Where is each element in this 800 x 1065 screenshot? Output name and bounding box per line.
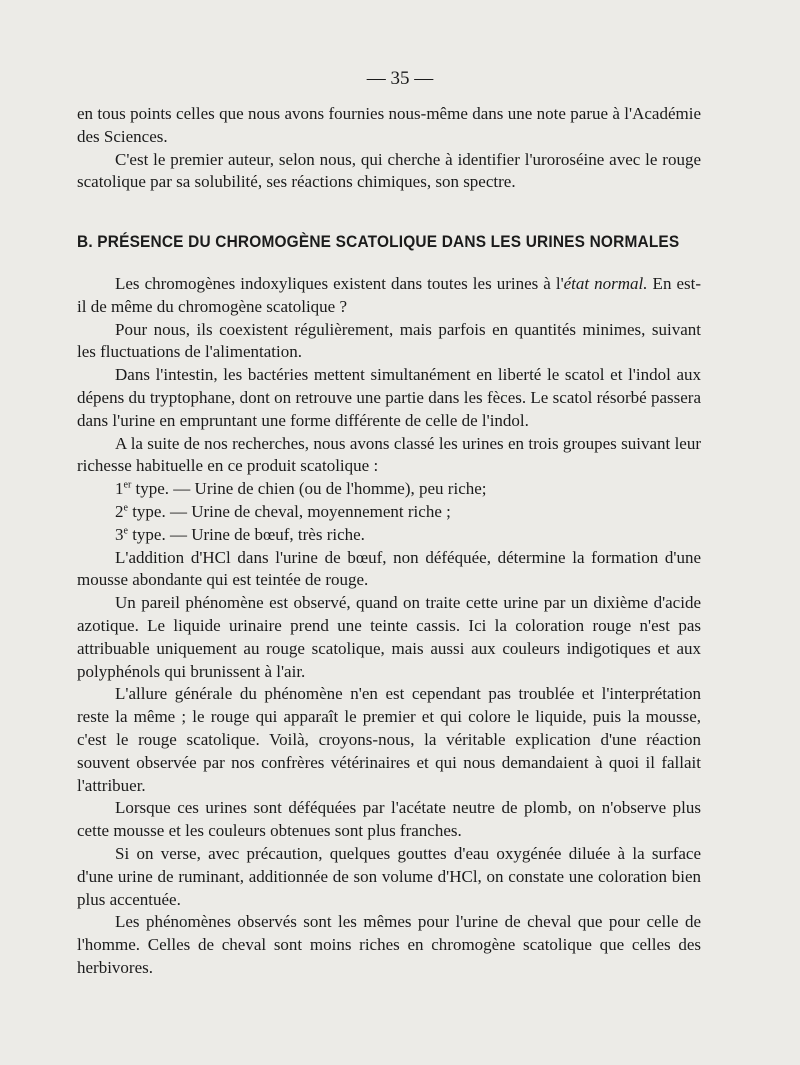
paragraph: Lorsque ces urines sont déféquées par l'acétate neutre de plomb, on n'observe plus cette mousse et les couleurs obtenues sont plus franches. [77,798,701,841]
list-number: 1 [115,479,124,499]
paragraph: C'est le premier auteur, selon nous, qui cherche à identifier l'uroroséine avec le rouge scatolique par sa solubilité, ses réactions chimiques, son spectre. [77,149,701,192]
paragraph: L'addition d'HCl dans l'urine de bœuf, non déféquée, détermine la formation d'une mousse abondante qui est teintée de rouge. [77,547,701,590]
italic-text: état normal. [563,273,648,293]
list-number: 3 [115,524,124,544]
paragraph: Dans l'intestin, les bactéries mettent simultanément en liberté le scatol et l'indol aux dépens du tryptophane, dont on retrouve une partie dans les fèces. Le scatol résorbé passera dans l'urine en empruntant une forme différente de celle de l'indol. [77,365,701,430]
list-item [77,501,701,524]
text-run: Les chromogènes indoxyliques existent dans toutes les urines à l' [115,273,564,293]
page-number: — 35 — [366,68,434,89]
paragraph [77,273,701,319]
paragraph: A la suite de nos recherches, nous avons classé les urines en trois groupes suivant leur richesse habituelle en ce produit scatolique : [77,433,701,476]
page-body [77,103,701,980]
list-item [77,478,701,501]
list-ordinal-suffix: e [123,502,128,514]
list-ordinal-suffix: e [123,525,128,537]
list-item [77,524,701,547]
text-run: En est-il de même du chromogène scatolique ? [77,273,702,316]
paragraph: Les phénomènes observés sont les mêmes pour l'urine de cheval que pour celle de l'homme. Celles de cheval sont moins riches en chromogène scatolique que celles des herbivores. [77,912,701,977]
list-number: 2 [115,501,124,521]
paragraph: Si on verse, avec précaution, quelques gouttes d'eau oxygénée diluée à la surface d'une urine de ruminant, additionnée de son volume d'HCl, on constate une coloration bien plus accentuée. [77,843,701,909]
section-heading: B. PRÉSENCE DU CHROMOGÈNE SCATOLIQUE DANS LES URINES NORMALES [77,232,680,252]
paragraph: L'allure générale du phénomène n'en est cependant pas troublée et l'interprétation reste la même ; le rouge qui apparaît le premier et qui colore le liquide, puis la mousse, c'est le rouge scatolique. Voilà, croyons-nous, la véritable explication d'une réaction souvent observée par nos confrères vétérinaires et qui nous demandaient à quoi il fallait l'attribuer. [77,684,701,795]
list-ordinal-suffix: er [123,479,132,491]
paragraph: en tous points celles que nous avons fournies nous-même dans une note parue à l'Académie des Sciences. [77,104,701,146]
paragraph: Pour nous, ils coexistent régulièrement, mais parfois en quantités minimes, suivant les fluctuations de l'alimentation. [77,319,701,362]
paragraph: Un pareil phénomène est observé, quand on traite cette urine par un dixième d'acide azotique. Le liquide urinaire prend une teinte cassis. Ici la coloration rouge n'est pas attribuable uniquement au rouge scatolique, mais aussi aux couleurs indigotiques et aux polyphénols qui brunissent à l'air. [77,593,701,681]
list-text: type. — Urine de cheval, moyennement riche ; [127,501,451,521]
list-text: type. — Urine de bœuf, très riche. [127,524,365,544]
list-text: type. — Urine de chien (ou de l'homme), peu riche; [131,479,487,499]
